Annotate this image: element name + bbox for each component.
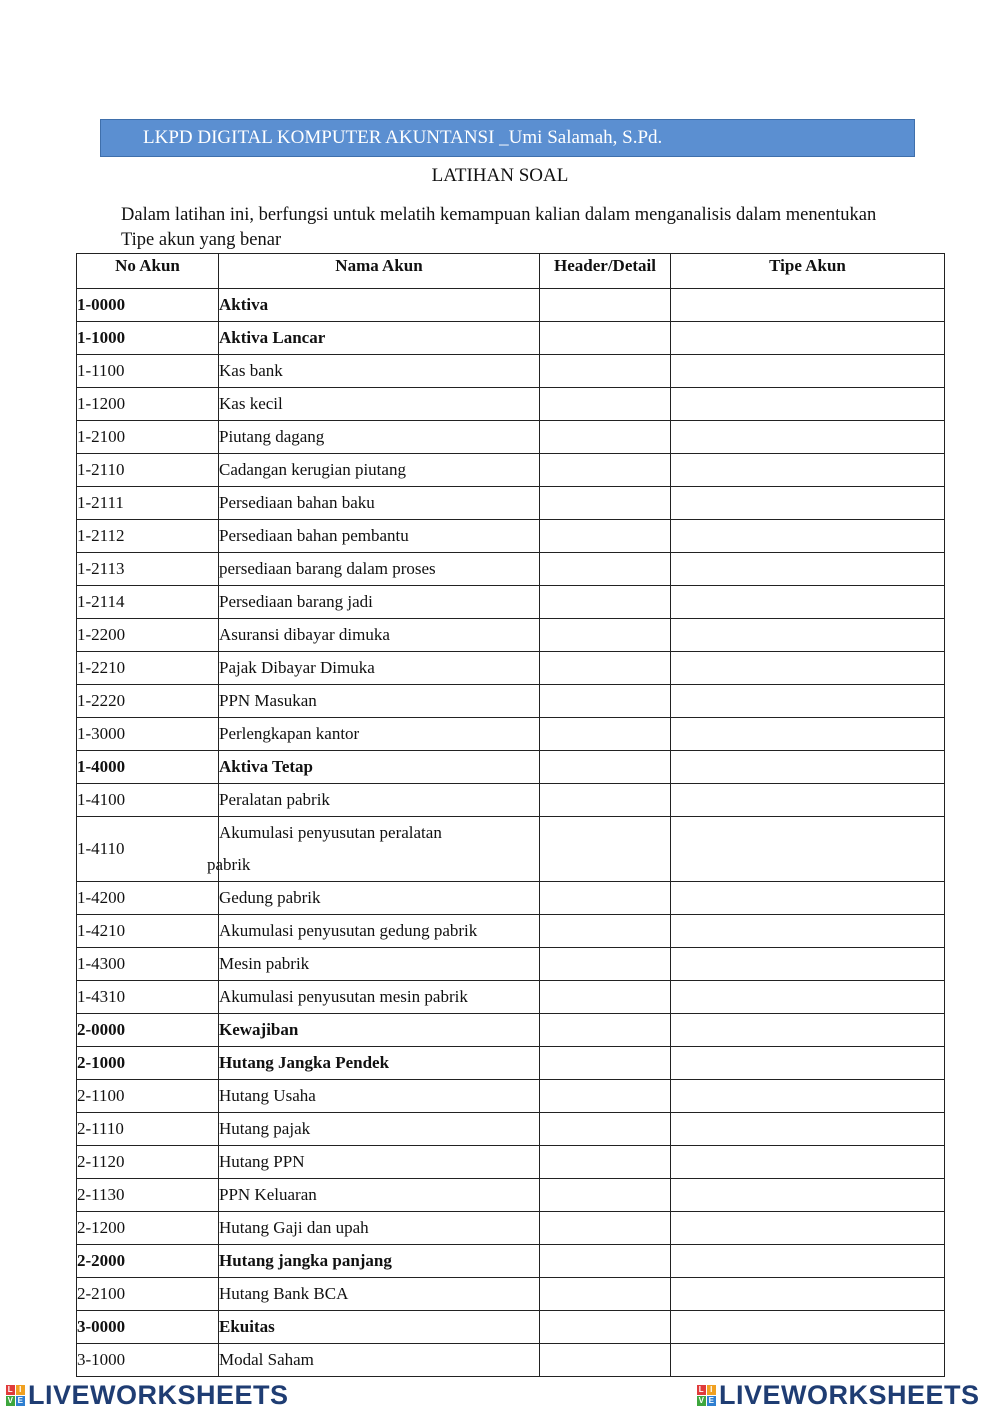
page-subtitle: LATIHAN SOAL xyxy=(431,165,569,186)
header-detail-answer-cell[interactable] xyxy=(540,915,671,948)
tipe-akun-answer-cell[interactable] xyxy=(671,1278,945,1311)
table-row xyxy=(77,1278,945,1311)
account-name: Hutang PPN xyxy=(219,1146,540,1179)
table-row xyxy=(77,1212,945,1245)
account-name: Aktiva Tetap xyxy=(219,751,540,784)
account-name: Akumulasi penyusutan mesin pabrik xyxy=(219,981,540,1014)
tipe-akun-answer-cell[interactable] xyxy=(671,421,945,454)
tipe-akun-answer-cell[interactable] xyxy=(671,553,945,586)
account-number: 2-1120 xyxy=(77,1146,219,1179)
tipe-akun-answer-cell[interactable] xyxy=(671,1146,945,1179)
tipe-akun-answer-cell[interactable] xyxy=(671,1113,945,1146)
column-header-header-detail: Header/Detail xyxy=(540,254,671,289)
tipe-akun-answer-cell[interactable] xyxy=(671,652,945,685)
account-name: Perlengkapan kantor xyxy=(219,718,540,751)
tipe-akun-answer-cell[interactable] xyxy=(671,619,945,652)
tipe-akun-answer-cell[interactable] xyxy=(671,915,945,948)
account-name: Akumulasi penyusutan gedung pabrik xyxy=(219,915,540,948)
account-name: Aktiva xyxy=(219,289,540,322)
header-detail-answer-cell[interactable] xyxy=(540,1080,671,1113)
account-name: Kas kecil xyxy=(219,388,540,421)
header-detail-answer-cell[interactable] xyxy=(540,355,671,388)
table-row xyxy=(77,421,945,454)
tipe-akun-answer-cell[interactable] xyxy=(671,1047,945,1080)
header-detail-answer-cell[interactable] xyxy=(540,652,671,685)
account-name: Kewajiban xyxy=(219,1014,540,1047)
tipe-akun-answer-cell[interactable] xyxy=(671,685,945,718)
account-number: 2-1110 xyxy=(77,1113,219,1146)
table-row xyxy=(77,981,945,1014)
account-number: 1-2111 xyxy=(77,487,219,520)
header-detail-answer-cell[interactable] xyxy=(540,1047,671,1080)
tipe-akun-answer-cell[interactable] xyxy=(671,1245,945,1278)
account-name: Hutang pajak xyxy=(219,1113,540,1146)
tipe-akun-answer-cell[interactable] xyxy=(671,520,945,553)
tipe-akun-answer-cell[interactable] xyxy=(671,322,945,355)
account-name: Persediaan barang jadi xyxy=(219,586,540,619)
tipe-akun-answer-cell[interactable] xyxy=(671,751,945,784)
table-row xyxy=(77,553,945,586)
account-number: 2-1100 xyxy=(77,1080,219,1113)
account-number: 2-1000 xyxy=(77,1047,219,1080)
account-number: 2-2000 xyxy=(77,1245,219,1278)
table-header-row xyxy=(77,254,945,289)
header-detail-answer-cell[interactable] xyxy=(540,1278,671,1311)
tipe-akun-answer-cell[interactable] xyxy=(671,817,945,882)
header-detail-answer-cell[interactable] xyxy=(540,1179,671,1212)
table-row xyxy=(77,948,945,981)
account-name: Hutang jangka panjang xyxy=(219,1245,540,1278)
table-row xyxy=(77,619,945,652)
header-detail-answer-cell[interactable] xyxy=(540,751,671,784)
account-number: 1-2220 xyxy=(77,685,219,718)
table-row xyxy=(77,1080,945,1113)
header-detail-answer-cell[interactable] xyxy=(540,553,671,586)
account-number: 1-1000 xyxy=(77,322,219,355)
table-row xyxy=(77,817,945,882)
header-detail-answer-cell[interactable] xyxy=(540,784,671,817)
account-number: 1-2210 xyxy=(77,652,219,685)
tipe-akun-answer-cell[interactable] xyxy=(671,981,945,1014)
liveworksheets-logo-left xyxy=(6,1378,289,1412)
header-detail-answer-cell[interactable] xyxy=(540,322,671,355)
intro-paragraph: Dalam latihan ini, berfungsi untuk melatih kemampuan kalian dalam menganalisis dalam menentukan Tipe akun yang benar xyxy=(121,205,877,250)
account-name: Peralatan pabrik xyxy=(219,784,540,817)
account-name: Gedung pabrik xyxy=(219,882,540,915)
account-number: 1-1200 xyxy=(77,388,219,421)
tipe-akun-answer-cell[interactable] xyxy=(671,355,945,388)
table-row xyxy=(77,1014,945,1047)
tipe-akun-answer-cell[interactable] xyxy=(671,784,945,817)
tipe-akun-answer-cell[interactable] xyxy=(671,487,945,520)
account-number: 1-4000 xyxy=(77,751,219,784)
account-number: 1-4110 xyxy=(77,817,219,882)
table-row xyxy=(77,652,945,685)
account-number: 1-4100 xyxy=(77,784,219,817)
table-row xyxy=(77,784,945,817)
column-header-no-akun: No Akun xyxy=(77,254,219,289)
account-name xyxy=(207,817,540,882)
account-name: Hutang Jangka Pendek xyxy=(219,1047,540,1080)
header-detail-answer-cell[interactable] xyxy=(540,1344,671,1377)
table-row xyxy=(77,1179,945,1212)
account-name: Ekuitas xyxy=(219,1311,540,1344)
account-name: Asuransi dibayar dimuka xyxy=(219,619,540,652)
header-detail-answer-cell[interactable] xyxy=(540,487,671,520)
account-number: 1-1100 xyxy=(77,355,219,388)
account-name-continuation: pabrik xyxy=(207,855,251,874)
tipe-akun-answer-cell[interactable] xyxy=(671,1179,945,1212)
table-row xyxy=(77,1113,945,1146)
table-row xyxy=(77,1047,945,1080)
account-number: 3-1000 xyxy=(77,1344,219,1377)
account-number: 1-2100 xyxy=(77,421,219,454)
accounts-table xyxy=(76,253,945,1377)
account-name: Hutang Usaha xyxy=(219,1080,540,1113)
account-name: Persediaan bahan baku xyxy=(219,487,540,520)
table-row xyxy=(77,718,945,751)
account-name: Kas bank xyxy=(219,355,540,388)
header-detail-answer-cell[interactable] xyxy=(540,817,671,882)
header-detail-answer-cell[interactable] xyxy=(540,1212,671,1245)
account-number: 2-2100 xyxy=(77,1278,219,1311)
live-badge-icon: L I V E xyxy=(7,1384,24,1405)
account-name: Hutang Gaji dan upah xyxy=(219,1212,540,1245)
table-row xyxy=(77,487,945,520)
account-number: 1-2112 xyxy=(77,520,219,553)
account-number: 1-4300 xyxy=(77,948,219,981)
logo-text: LIVEWORKSHEETS xyxy=(28,1379,289,1410)
table-row xyxy=(77,1245,945,1278)
account-number: 1-4210 xyxy=(77,915,219,948)
header-detail-answer-cell[interactable] xyxy=(540,289,671,322)
header-detail-answer-cell[interactable] xyxy=(540,586,671,619)
header-detail-answer-cell[interactable] xyxy=(540,619,671,652)
header-detail-answer-cell[interactable] xyxy=(540,1014,671,1047)
account-name: Pajak Dibayar Dimuka xyxy=(219,652,540,685)
table-row xyxy=(77,322,945,355)
header-detail-answer-cell[interactable] xyxy=(540,454,671,487)
account-number: 1-2200 xyxy=(77,619,219,652)
account-name: Hutang Bank BCA xyxy=(219,1278,540,1311)
account-name: Piutang dagang xyxy=(219,421,540,454)
table-row xyxy=(77,882,945,915)
tipe-akun-answer-cell[interactable] xyxy=(671,1014,945,1047)
account-number: 1-2113 xyxy=(77,553,219,586)
account-name: persediaan barang dalam proses xyxy=(219,553,540,586)
table-row xyxy=(77,1146,945,1179)
account-number: 1-4200 xyxy=(77,882,219,915)
header-detail-answer-cell[interactable] xyxy=(540,1311,671,1344)
header-detail-answer-cell[interactable] xyxy=(540,1245,671,1278)
table-row xyxy=(77,1311,945,1344)
table-row xyxy=(77,454,945,487)
account-name: PPN Keluaran xyxy=(219,1179,540,1212)
account-name: Mesin pabrik xyxy=(219,948,540,981)
account-name: Persediaan bahan pembantu xyxy=(219,520,540,553)
tipe-akun-answer-cell[interactable] xyxy=(671,948,945,981)
table-row xyxy=(77,915,945,948)
header-detail-answer-cell[interactable] xyxy=(540,421,671,454)
account-name-line: Akumulasi penyusutan peralatan xyxy=(219,823,442,842)
tipe-akun-answer-cell[interactable] xyxy=(671,586,945,619)
account-name: Cadangan kerugian piutang xyxy=(219,454,540,487)
header-detail-answer-cell[interactable] xyxy=(540,388,671,421)
table-row xyxy=(77,388,945,421)
tipe-akun-answer-cell[interactable] xyxy=(671,289,945,322)
tipe-akun-answer-cell[interactable] xyxy=(671,388,945,421)
account-number: 2-1130 xyxy=(77,1179,219,1212)
account-number: 1-2110 xyxy=(77,454,219,487)
table-row xyxy=(77,355,945,388)
liveworksheets-logo-right xyxy=(697,1378,980,1412)
tipe-akun-answer-cell[interactable] xyxy=(671,454,945,487)
live-badge-icon: L I V E xyxy=(698,1384,715,1405)
header-detail-answer-cell[interactable] xyxy=(540,1113,671,1146)
table-row xyxy=(77,1344,945,1377)
table-row xyxy=(77,586,945,619)
account-name: PPN Masukan xyxy=(219,685,540,718)
header-detail-answer-cell[interactable] xyxy=(540,685,671,718)
header-detail-answer-cell[interactable] xyxy=(540,882,671,915)
table-row xyxy=(77,289,945,322)
account-number: 1-3000 xyxy=(77,718,219,751)
tipe-akun-answer-cell[interactable] xyxy=(671,882,945,915)
tipe-akun-answer-cell[interactable] xyxy=(671,1311,945,1344)
logo-text: LIVEWORKSHEETS xyxy=(719,1379,980,1410)
account-number: 2-1200 xyxy=(77,1212,219,1245)
header-detail-answer-cell[interactable] xyxy=(540,718,671,751)
account-name: Aktiva Lancar xyxy=(219,322,540,355)
account-number: 1-4310 xyxy=(77,981,219,1014)
column-header-nama-akun: Nama Akun xyxy=(219,254,540,289)
account-number: 1-0000 xyxy=(77,289,219,322)
tipe-akun-answer-cell[interactable] xyxy=(671,718,945,751)
table-row xyxy=(77,685,945,718)
account-name: Modal Saham xyxy=(219,1344,540,1377)
tipe-akun-answer-cell[interactable] xyxy=(671,1080,945,1113)
tipe-akun-answer-cell[interactable] xyxy=(671,1212,945,1245)
header-detail-answer-cell[interactable] xyxy=(540,1146,671,1179)
header-detail-answer-cell[interactable] xyxy=(540,948,671,981)
account-number: 2-0000 xyxy=(77,1014,219,1047)
table-row xyxy=(77,751,945,784)
header-detail-answer-cell[interactable] xyxy=(540,981,671,1014)
column-header-tipe-akun: Tipe Akun xyxy=(671,254,945,289)
account-number: 1-2114 xyxy=(77,586,219,619)
account-number: 3-0000 xyxy=(77,1311,219,1344)
table-row xyxy=(77,520,945,553)
header-detail-answer-cell[interactable] xyxy=(540,520,671,553)
tipe-akun-answer-cell[interactable] xyxy=(671,1344,945,1377)
document-banner: LKPD DIGITAL KOMPUTER AKUNTANSI _Umi Salamah, S.Pd. xyxy=(100,119,915,157)
